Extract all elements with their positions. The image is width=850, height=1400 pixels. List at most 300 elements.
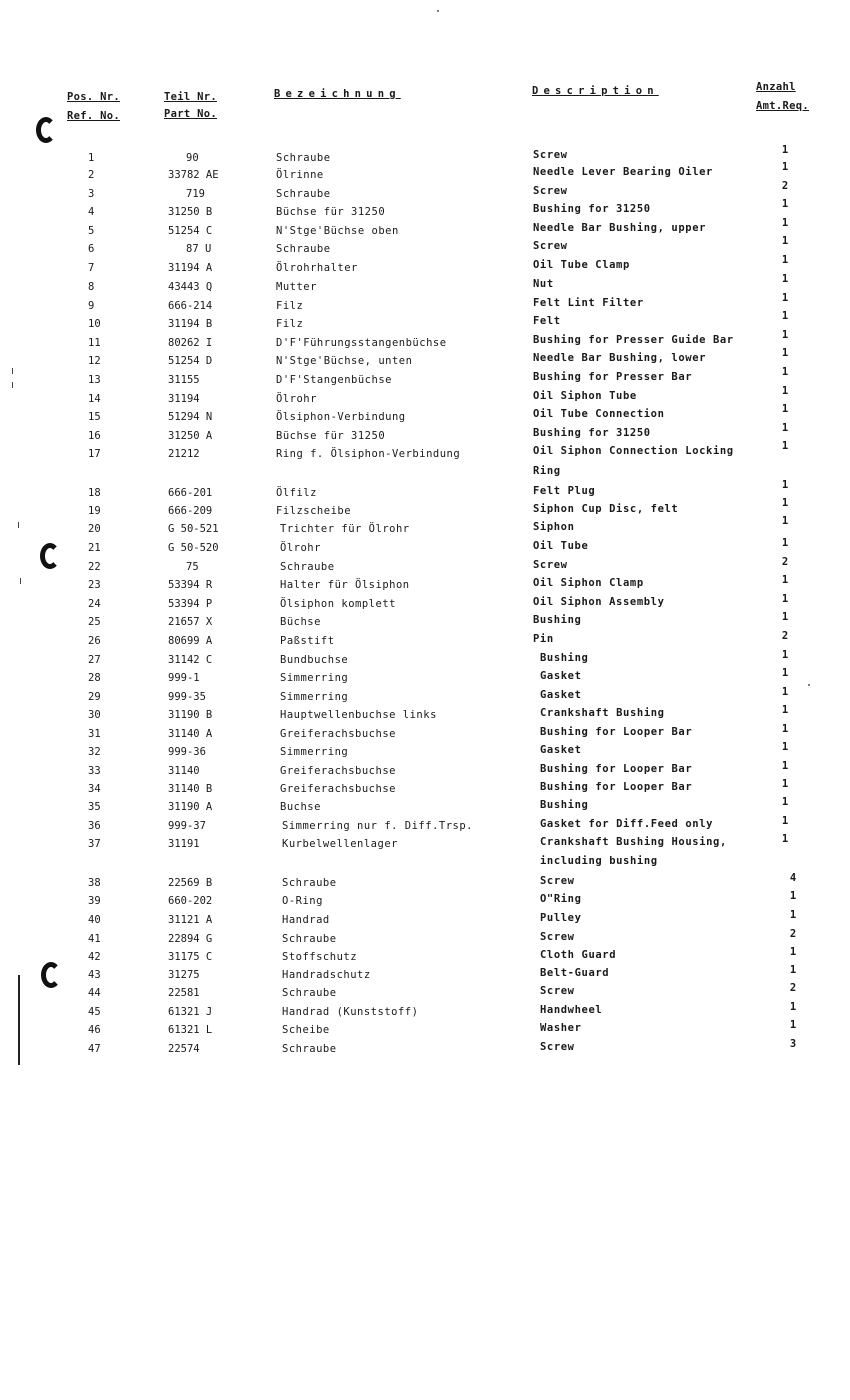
quantity-required: 1: [781, 723, 789, 735]
table-row: [0, 515, 850, 539]
position-number: 3: [88, 188, 95, 200]
english-description: Screw: [540, 1041, 575, 1053]
position-number: 31: [88, 728, 101, 740]
english-description: Oil Tube Connection: [533, 408, 665, 420]
quantity-required: 1: [781, 741, 789, 753]
position-number: 1: [88, 152, 95, 164]
german-designation: Greiferachsbuchse: [280, 765, 396, 777]
quantity-required: 2: [781, 180, 789, 192]
english-description: Bushing: [540, 799, 589, 811]
position-number: 5: [88, 225, 95, 237]
table-row: [0, 704, 850, 725]
table-row: [0, 872, 850, 893]
table-row: [0, 403, 850, 427]
table-row: [0, 292, 850, 316]
margin-tick: [12, 368, 13, 374]
part-number: 22894 G: [168, 933, 213, 945]
german-designation: Büchse: [280, 616, 321, 628]
table-row: [0, 686, 850, 707]
position-number: 2: [88, 169, 95, 181]
english-description: Belt-Guard: [540, 967, 610, 979]
part-number: 31190 A: [168, 801, 213, 813]
german-designation: Ölsiphon komplett: [280, 598, 396, 610]
quantity-required: 1: [781, 704, 789, 716]
table-row: [0, 890, 850, 911]
german-designation: Ring f. Ölsiphon-Verbindung: [276, 448, 461, 460]
table-row: [0, 144, 850, 168]
position-number: 39: [88, 895, 101, 907]
quantity-required: 4: [789, 872, 797, 884]
header-pos-nr: Pos. Nr.: [67, 91, 120, 103]
margin-line: [18, 975, 20, 1065]
quantity-required: 1: [781, 667, 789, 679]
english-description: Gasket: [540, 744, 582, 756]
table-row: [0, 964, 850, 985]
part-number: 666-209: [168, 505, 213, 517]
english-description: Needle Bar Bushing, lower: [533, 352, 707, 364]
english-description: Screw: [533, 240, 568, 252]
english-description: Oil Siphon Assembly: [533, 596, 665, 608]
part-number: 31155: [168, 374, 200, 386]
part-number: 666-214: [168, 300, 213, 312]
position-number: 41: [88, 933, 101, 945]
english-description: Oil Tube Clamp: [533, 259, 630, 271]
table-row: [0, 556, 850, 577]
german-designation: Stoffschutz: [282, 951, 358, 963]
position-number: 36: [88, 820, 101, 832]
header-amt-req: Amt.Req.: [756, 100, 809, 112]
english-description: Bushing for 31250: [533, 427, 651, 439]
part-number: 80699 A: [168, 635, 213, 647]
table-row: [0, 833, 850, 854]
quantity-required: 2: [781, 630, 789, 642]
english-description: Gasket for Diff.Feed only: [540, 818, 714, 830]
part-number: 999-35: [168, 691, 206, 703]
table-row: [0, 574, 850, 595]
position-number: 14: [88, 393, 101, 405]
quantity-required: 1: [781, 537, 789, 549]
quantity-required: 2: [781, 556, 789, 568]
quantity-required: 1: [789, 1019, 797, 1031]
part-number: 90: [186, 152, 199, 164]
quantity-required: 1: [781, 347, 789, 359]
part-number: 87 U: [186, 243, 212, 255]
german-designation: O-Ring: [282, 895, 323, 907]
part-number: 31121 A: [168, 914, 213, 926]
table-row: [0, 1038, 850, 1059]
table-row: [0, 1001, 850, 1022]
quantity-required: 1: [781, 310, 789, 322]
german-designation: Büchse für 31250: [276, 206, 386, 218]
position-number: 38: [88, 877, 101, 889]
position-number: 30: [88, 709, 101, 721]
quantity-required: 1: [789, 946, 797, 958]
part-number: 51254 C: [168, 225, 213, 237]
quantity-required: 1: [789, 1001, 797, 1013]
quantity-required: 1: [781, 273, 789, 285]
position-number: 46: [88, 1024, 101, 1036]
table-row: [0, 982, 850, 1003]
english-description: Screw: [540, 931, 575, 943]
german-designation: Scheibe: [282, 1024, 330, 1036]
table-row: [0, 366, 850, 390]
part-number: 999-36: [168, 746, 206, 758]
quantity-required: 2: [789, 928, 797, 940]
position-number: 13: [88, 374, 101, 386]
english-description: Bushing for Looper Bar: [540, 726, 693, 738]
table-row: [0, 198, 850, 222]
table-row: [0, 217, 850, 241]
german-designation: Ölfilz: [276, 487, 317, 499]
part-number: 31190 B: [168, 709, 213, 721]
part-number: 43443 Q: [168, 281, 213, 293]
part-number: 21657 X: [168, 616, 213, 628]
position-number: 20: [88, 523, 101, 535]
english-description: Bushing: [540, 652, 589, 664]
english-description: Screw: [533, 149, 568, 161]
english-description: Nut: [533, 278, 554, 290]
table-row: [0, 422, 850, 446]
quantity-required: 1: [781, 760, 789, 772]
german-designation: Ölrinne: [276, 169, 324, 181]
position-number: 22: [88, 561, 101, 573]
quantity-required: 1: [781, 611, 789, 623]
header-teil-nr: Teil Nr.: [164, 91, 217, 103]
part-number: 51254 D: [168, 355, 213, 367]
punch-hole-mark: [36, 117, 56, 143]
english-description: Felt Lint Filter: [533, 297, 644, 309]
speck: [808, 684, 810, 686]
german-designation: Schraube: [282, 877, 337, 889]
english-description: Cloth Guard: [540, 949, 617, 961]
table-row: [0, 667, 850, 688]
position-number: 21: [88, 542, 101, 554]
header-part-no: Part No.: [164, 108, 217, 120]
table-row: [0, 180, 850, 204]
quantity-required: 1: [781, 833, 789, 845]
english-description: Siphon Cup Disc, felt: [533, 503, 679, 515]
german-designation: Mutter: [276, 281, 317, 293]
english-description: Oil Tube: [533, 540, 589, 552]
german-designation: Ölsiphon-Verbindung: [276, 411, 406, 423]
position-number: 25: [88, 616, 101, 628]
german-designation: Simmerring: [280, 746, 349, 758]
english-description: Bushing for Presser Guide Bar: [533, 334, 734, 346]
part-number: 22569 B: [168, 877, 213, 889]
german-designation: Schraube: [276, 243, 331, 255]
table-row: [0, 254, 850, 278]
quantity-required: 1: [781, 574, 789, 586]
quantity-required: 1: [781, 686, 789, 698]
position-number: 29: [88, 691, 101, 703]
part-number: 31140: [168, 765, 200, 777]
german-designation: N'Stge'Büchse oben: [276, 225, 399, 237]
position-number: 37: [88, 838, 101, 850]
german-designation: N'Stge'Büchse, unten: [276, 355, 413, 367]
table-row: [0, 497, 850, 521]
german-designation: Bundbuchse: [280, 654, 349, 666]
table-row: [0, 946, 850, 967]
part-number: 53394 P: [168, 598, 213, 610]
english-description: Bushing for Presser Bar: [533, 371, 693, 383]
table-row: [0, 778, 850, 799]
english-description: Pulley: [540, 912, 582, 924]
part-number: 31191: [168, 838, 200, 850]
german-designation: Simmerring nur f. Diff.Trsp.: [282, 820, 474, 832]
german-designation: D'F'Stangenbüchse: [276, 374, 392, 386]
german-designation: Ölrohrhalter: [276, 262, 358, 274]
part-number: 31140 A: [168, 728, 213, 740]
english-description: Screw: [533, 185, 568, 197]
quantity-required: 1: [781, 254, 789, 266]
german-designation: Ölrohr: [276, 393, 317, 405]
german-designation: Paßstift: [280, 635, 335, 647]
table-row: [0, 1019, 850, 1040]
english-description: O"Ring: [540, 893, 582, 905]
english-description: Oil Siphon Clamp: [533, 577, 644, 589]
part-number: 31194: [168, 393, 200, 405]
quantity-required: 1: [781, 235, 789, 247]
german-designation: Büchse für 31250: [276, 430, 386, 442]
quantity-required: 1: [781, 440, 789, 452]
table-row: [0, 310, 850, 334]
table-row: [0, 928, 850, 949]
table-row: [0, 815, 850, 836]
position-number: 27: [88, 654, 101, 666]
position-number: 6: [88, 243, 95, 255]
german-designation: Kurbelwellenlager: [282, 838, 398, 850]
table-row: [0, 593, 850, 614]
english-description: Oil Siphon Tube: [533, 390, 637, 402]
part-number: 31250 B: [168, 206, 213, 218]
part-number: 31250 A: [168, 430, 213, 442]
english-description: Bushing for 31250: [533, 203, 651, 215]
part-number: 80262 I: [168, 337, 213, 349]
part-number: 31194 A: [168, 262, 213, 274]
quantity-required: 1: [789, 964, 797, 976]
part-number: 51294 N: [168, 411, 213, 423]
english-description: Bushing for Looper Bar: [540, 763, 693, 775]
position-number: 23: [88, 579, 101, 591]
english-description: Bushing for Looper Bar: [540, 781, 693, 793]
part-number: 31194 B: [168, 318, 213, 330]
position-number: 15: [88, 411, 101, 423]
quantity-required: 3: [789, 1038, 797, 1050]
part-number: 75: [186, 561, 199, 573]
part-number: 22581: [168, 987, 200, 999]
english-description: Felt Plug: [533, 485, 596, 497]
part-number: 31175 C: [168, 951, 213, 963]
part-number: 53394 R: [168, 579, 213, 591]
part-number: 719: [186, 188, 205, 200]
german-designation: D'F'Führungsstangenbüchse: [276, 337, 447, 349]
position-number: 12: [88, 355, 101, 367]
position-number: 7: [88, 262, 95, 274]
position-number: 32: [88, 746, 101, 758]
position-number: 44: [88, 987, 101, 999]
english-description-continued: including bushing: [540, 855, 658, 867]
table-row: [0, 273, 850, 297]
german-designation: Filz: [276, 300, 304, 312]
part-number: 33782 AE: [168, 169, 219, 181]
position-number: 11: [88, 337, 101, 349]
english-description: Siphon: [533, 521, 575, 533]
speck: [437, 10, 439, 12]
english-description: Gasket: [540, 689, 582, 701]
position-number: 34: [88, 783, 101, 795]
part-number: 999-37: [168, 820, 206, 832]
table-row: [0, 329, 850, 353]
english-description: Crankshaft Bushing Housing,: [540, 836, 727, 848]
quantity-required: 1: [781, 649, 789, 661]
quantity-required: 1: [781, 796, 789, 808]
german-designation: Handrad (Kunststoff): [282, 1006, 419, 1018]
part-number: 999-1: [168, 672, 200, 684]
table-row: [0, 760, 850, 781]
table-row: [0, 385, 850, 409]
header-bezeichnung: Bezeichnung: [274, 88, 401, 100]
part-number: 61321 J: [168, 1006, 213, 1018]
part-number: G 50-520: [168, 542, 219, 554]
position-number: 9: [88, 300, 95, 312]
quantity-required: 1: [781, 815, 789, 827]
position-number: 40: [88, 914, 101, 926]
quantity-required: 1: [781, 292, 789, 304]
header-description: Description: [532, 85, 659, 97]
english-description: Washer: [540, 1022, 582, 1034]
part-number: 61321 L: [168, 1024, 213, 1036]
table-row: [0, 741, 850, 762]
german-designation: Handradschutz: [282, 969, 371, 981]
quantity-required: 1: [781, 593, 789, 605]
german-designation: Schraube: [282, 1043, 337, 1055]
german-designation: Hauptwellenbuchse links: [280, 709, 437, 721]
position-number: 18: [88, 487, 101, 499]
english-description: Crankshaft Bushing: [540, 707, 665, 719]
english-description: Felt: [533, 315, 561, 327]
quantity-required: 1: [781, 161, 789, 173]
english-description-continued: Ring: [533, 465, 561, 477]
german-designation: Halter für Ölsiphon: [280, 579, 410, 591]
table-row: [0, 347, 850, 371]
english-description: Screw: [540, 985, 575, 997]
quantity-required: 1: [781, 329, 789, 341]
part-number: 31275: [168, 969, 200, 981]
position-number: 33: [88, 765, 101, 777]
position-number: 19: [88, 505, 101, 517]
table-row: [0, 479, 850, 503]
german-designation: Schraube: [282, 987, 337, 999]
german-designation: Greiferachsbuchse: [280, 728, 396, 740]
position-number: 17: [88, 448, 101, 460]
position-number: 42: [88, 951, 101, 963]
position-number: 43: [88, 969, 101, 981]
german-designation: Schraube: [276, 152, 331, 164]
quantity-required: 1: [781, 198, 789, 210]
quantity-required: 1: [789, 890, 797, 902]
german-designation: Trichter für Ölrohr: [280, 523, 410, 535]
german-designation: Greiferachsbuchse: [280, 783, 396, 795]
english-description: Screw: [540, 875, 575, 887]
quantity-required: 1: [781, 422, 789, 434]
german-designation: Schraube: [282, 933, 337, 945]
margin-tick: [12, 382, 13, 388]
table-row: [0, 723, 850, 744]
german-designation: Filzscheibe: [276, 505, 352, 517]
quantity-required: 1: [781, 403, 789, 415]
table-row: [0, 611, 850, 632]
margin-tick: [18, 522, 19, 528]
position-number: 45: [88, 1006, 101, 1018]
german-designation: Buchse: [280, 801, 321, 813]
quantity-required: 1: [781, 515, 789, 527]
english-description: Handwheel: [540, 1004, 603, 1016]
table-row: [0, 440, 850, 464]
quantity-required: 1: [781, 144, 789, 156]
position-number: 10: [88, 318, 101, 330]
quantity-required: 1: [789, 909, 797, 921]
german-designation: Simmerring: [280, 691, 349, 703]
german-designation: Ölrohr: [280, 542, 321, 554]
english-description: Needle Lever Bearing Oiler: [533, 166, 713, 178]
quantity-required: 1: [781, 366, 789, 378]
table-row: [0, 537, 850, 558]
header-anzahl: Anzahl: [756, 81, 796, 93]
table-row: [0, 235, 850, 259]
table-row: [0, 909, 850, 930]
english-description: Needle Bar Bushing, upper: [533, 222, 707, 234]
german-designation: Simmerring: [280, 672, 349, 684]
german-designation: Filz: [276, 318, 304, 330]
german-designation: Handrad: [282, 914, 330, 926]
english-description: Pin: [533, 633, 554, 645]
position-number: 35: [88, 801, 101, 813]
table-row: [0, 796, 850, 817]
quantity-required: 1: [781, 217, 789, 229]
part-number: 31142 C: [168, 654, 213, 666]
part-number: 31140 B: [168, 783, 213, 795]
margin-tick: [20, 578, 21, 584]
position-number: 16: [88, 430, 101, 442]
part-number: 666-201: [168, 487, 213, 499]
table-row: [0, 161, 850, 185]
quantity-required: 1: [781, 479, 789, 491]
position-number: 28: [88, 672, 101, 684]
punch-hole-mark: [40, 543, 60, 569]
part-number: 22574: [168, 1043, 200, 1055]
german-designation: Schraube: [276, 188, 331, 200]
quantity-required: 1: [781, 497, 789, 509]
quantity-required: 2: [789, 982, 797, 994]
german-designation: Schraube: [280, 561, 335, 573]
part-number: 21212: [168, 448, 200, 460]
position-number: 47: [88, 1043, 101, 1055]
table-row: [0, 649, 850, 670]
punch-hole-mark: [41, 962, 61, 988]
quantity-required: 1: [781, 385, 789, 397]
position-number: 24: [88, 598, 101, 610]
position-number: 26: [88, 635, 101, 647]
table-row: [0, 630, 850, 651]
english-description: Oil Siphon Connection Locking: [533, 445, 734, 457]
english-description: Screw: [533, 559, 568, 571]
header-ref-no: Ref. No.: [67, 110, 120, 122]
position-number: 4: [88, 206, 95, 218]
part-number: G 50-521: [168, 523, 219, 535]
position-number: 8: [88, 281, 95, 293]
quantity-required: 1: [781, 778, 789, 790]
english-description: Gasket: [540, 670, 582, 682]
